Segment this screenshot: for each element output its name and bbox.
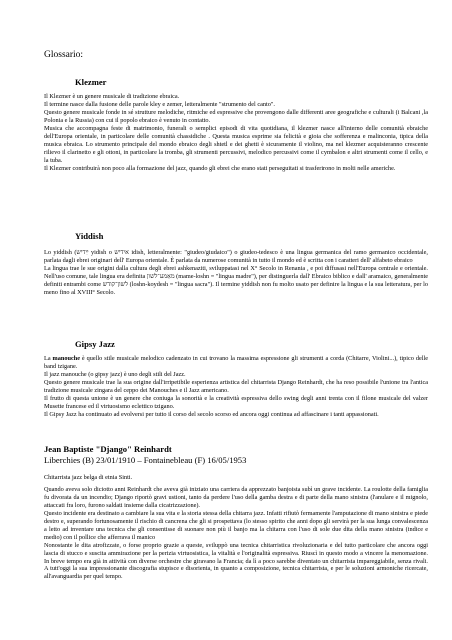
klezmer-paragraph: Questo genere musicale fonde in sé strutture melodiche, ritmiche ed espressive che provengono dalle differenti aree geografiche e culturali (i Balcani ,la Polonia e la Russia) con cui il popolo ebraico è venuto in contatto. (44, 108, 428, 124)
gipsy-paragraph: Questo genere musicale trae la sua origine dall'irripetibile esperienza artistica del chitarrista Django Reinhardt, che ha reso possibile l'unione tra l'antica tradizione musicale zingara del ceppo dei Manouches e il Jazz americano. (44, 378, 428, 394)
django-paragraph: Nonostante le dita atrofizzate, o forse proprio grazie a queste, sviluppò una tecnica chitarristica rivoluzionaria e del tutto particolare che ancora oggi lascia di stucco e suscita ammirazione per la perizia virtuosistica, la vitalità e l'originalità espressiva. Riuscì in questo modo a vincere la menomazione. In breve tempo era già in attività con diverse orchestre che giravano la Francia; da lì a poco sarebbe diventato un chitarrista impareggiabile, senza rivali. A tutt'oggi la sua impressionante discografia stupisce e disorienta, in quanto a composizione, tecnica chitarrista, e per le soluzioni armoniche ricercate, all'avanguardia per quel tempo. (44, 541, 428, 581)
django-paragraph: Quando aveva solo diciotto anni Reinhardt che aveva già iniziato una carriera da apprezzato banjoista subì un grave incidente. La roulotte della famiglia fu divorata da un incendio; Django riportò gravi ustioni, tanto da perdere l'uso della gamba destra e di parte della mano sinistra (l'anulare e il mignolo, attaccati fra loro, furono saldati insieme dalla cicatrizzazione). (44, 485, 428, 509)
klezmer-paragraph: Il Klezmer è un genere musicale di tradizione ebraica. (44, 93, 180, 100)
manouche-term: manouche (52, 355, 80, 362)
gipsy-paragraph: Il frutto di questa unione è un genere che coniuga la sonorità e la creatività espressiva dello swing degli anni trenta con il filone musicale del valzer Musette francese ed il virtuosismo eclettico tzigano. (44, 394, 428, 410)
gipsy-paragraph: Il jazz manouche (o gipsy jazz) è uno degli stili del Jazz. (44, 370, 186, 378)
klezmer-paragraph: Il Klezmer contribuirà non poco alla formazione del jazz, quando gli ebrei che erano stati perseguitati si trasferirono in molti nelle americhe. (44, 164, 396, 172)
klezmer-paragraph: Musica che accompagna feste di matrimonio, funerali o semplici episodi di vita quotidiana, il klezmer nasce all'interno delle comunità ebraiche dell'Europa orientale, in particolare delle comunità chassidiche . Questa musica esprime sia felicità e gioia che sofferenza e malinconia, tipica della musica ebraica. Lo strumento principale del mondo ebraico degli shtetl e dei ghetti è sicuramente il violino, ma nel klezmer acquisteranno crescente rilievo il clarinetto e gli ottoni, in particolare la tromba, gli strumenti percussivi, melodico percussivi come il cymbalon e altri strumenti come il cello, e la tuba. (44, 124, 428, 164)
section-klezmer-body (44, 93, 428, 173)
heading-gipsy-jazz: Gipsy Jazz (75, 339, 115, 349)
django-paragraph: Questo incidente era destinato a cambiare la sua vita e la storia stessa della chitarra jazz. Infatti rifiutò fermamente l'amputazione di mano sinistra e piede destro e, superando fortunosamente il rischio di cancrena che gli si prospettava (lo stesso spirito che anni dopo gli servirà per la sua lunga convalescenza a letto ad inventare una tecnica che gli consentisse di suonare non più il banjo ma la chitarra con l'uso di sole due dita della mano sinistra (indice e medio) con il pollice che afferrava il manico (44, 509, 428, 541)
gipsy-text: La (44, 355, 53, 362)
heading-django: Jean Baptiste "Django" Reinhardt (44, 444, 172, 454)
section-django-body (44, 474, 428, 581)
glossary-title: Glossario: (44, 50, 84, 60)
heading-yiddish: Yiddish (75, 231, 104, 241)
gipsy-text: è quello stile musicale melodico cadenzato in cui trovano la massima espressione gli strumenti a corda (Chitarre, Violini...), tipico delle band tzigane. (44, 355, 428, 370)
gipsy-paragraph (44, 355, 428, 371)
klezmer-paragraph: Il termine nasce dalla fusione delle parole kley e zemer, letteralmente "strumento del canto". (44, 100, 275, 108)
section-yiddish-body (44, 249, 428, 297)
django-dates: Liberchies (B) 23/01/1910 – Fontainebleau (F) 16/05/1953 (44, 455, 247, 465)
django-paragraph: Chitarrista jazz belga di etnia Sinti. (44, 474, 133, 481)
gipsy-paragraph: Il Gipsy Jazz ha continuato ad evolversi per tutto il corso del secolo scorso ed ancora oggi continua ad affascinare i tanti appassionati. (44, 410, 379, 418)
section-gipsy-body (44, 355, 428, 419)
heading-klezmer: Klezmer (75, 77, 107, 87)
yiddish-paragraph: Lo yiddish (ײִדיש yidish o אידיש idish, letteralmente: "giudeo/giudaico") o giudeo-tedesco è una lingua germanica del ramo germanico occidentale, parlata dagli ebrei originari dell' Europa orientale. È parlata da numerose comunità in tutto il mondo ed è scritta con i caratteri dell' alfabeto ebraico (44, 249, 428, 264)
yiddish-paragraph: La lingua trae le sue origini dalla cultura degli ebrei ashkenaziti, sviluppatasi nel X° Secolo in Renania , e poi diffusasi nell'Europa centrale e orientale. Nell'uso comune, tale lingua era definita מאַמע־לשון (mame-loshn = "lingua madre"), per distinguerla dall' Ebraico biblico e dall' aramaico, generalmente definiti entrambi come לשון־קודש (loshn-koydesh = "lingua sacra"). Il termine yiddish non fu molto usato per definire la lingua e la sua letteratura, per lo meno fino al XVIII° Secolo. (44, 264, 428, 296)
